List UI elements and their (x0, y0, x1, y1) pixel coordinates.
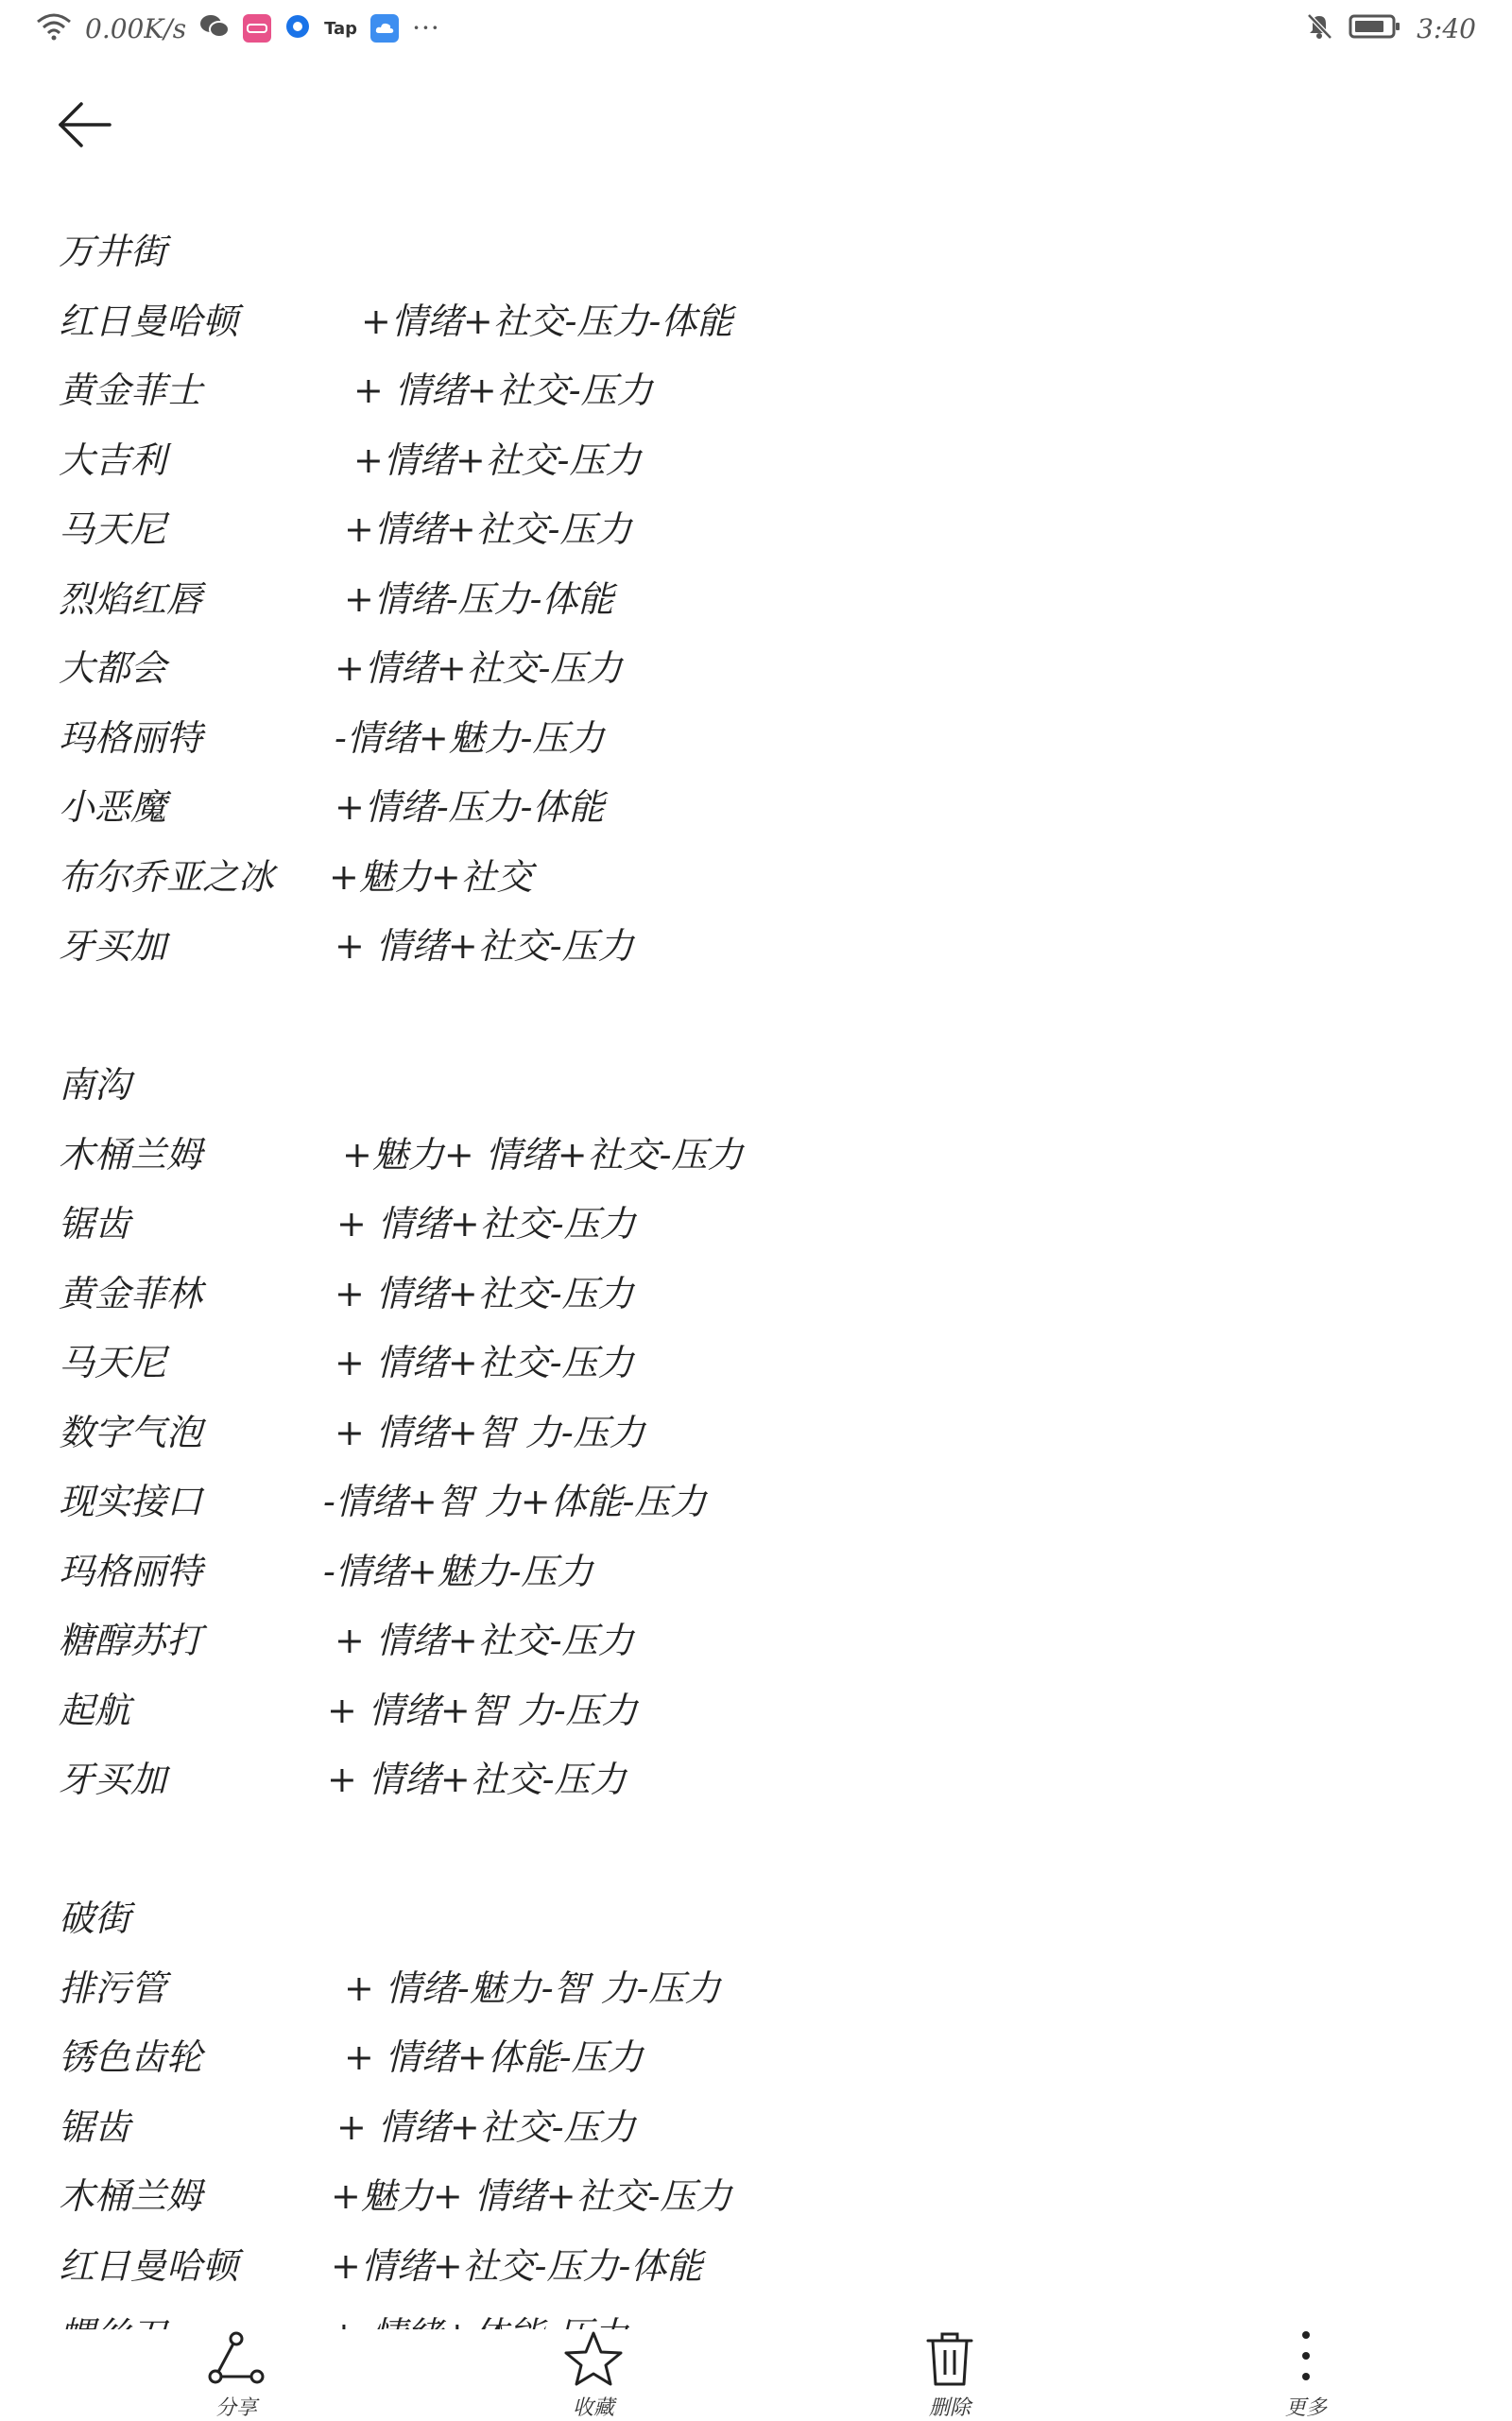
drink-entry (59, 1676, 1457, 1746)
battery-icon (1349, 13, 1401, 43)
status-bar (0, 0, 1512, 57)
drink-entry (59, 2162, 1457, 2232)
more-notifications: ··· (412, 12, 440, 43)
drink-name: 排污管 (59, 1966, 167, 2009)
drink-entry (59, 704, 1457, 774)
drink-effect: + 情绪+社交-压力 (335, 925, 634, 967)
drink-entry (59, 634, 1457, 704)
drink-entry (59, 1190, 1457, 1260)
drink-effect: -情绪+魅力-压力 (335, 716, 605, 759)
section-title: 南沟 (59, 1064, 131, 1106)
drink-entry (59, 2023, 1457, 2093)
drink-entry (59, 1121, 1457, 1191)
drink-effect: -情绪+智 力+体能-压力 (323, 1481, 707, 1522)
network-speed: 0.00K/s (85, 12, 187, 44)
drink-entry (59, 1745, 1457, 1815)
mute-icon (1305, 12, 1333, 44)
drink-effect: +情绪+社交-压力 (335, 647, 623, 689)
bottom-toolbar (0, 2329, 1512, 2419)
drink-name: 玛格丽特 (59, 716, 203, 759)
drink-effect: + 情绪-魅力-智 力-压力 (344, 1966, 721, 2009)
drink-name: 大都会 (59, 647, 167, 689)
drink-effect: + 情绪+社交-压力 (335, 1620, 634, 1661)
drink-effect: + 情绪+社交-压力 (336, 1203, 636, 1245)
wifi-icon (36, 12, 72, 44)
drink-entry (59, 1468, 1457, 1537)
drink-name: 黄金菲士 (59, 369, 203, 411)
drink-entry (59, 1399, 1457, 1468)
tap-icon: Tap (324, 18, 358, 39)
drink-name: 烈焰红唇 (59, 577, 203, 620)
drink-effect: +魅力+社交 (329, 855, 533, 898)
drink-effect: +情绪+社交-压力-体能 (331, 2244, 703, 2287)
drink-effect: + 情绪+社交-压力 (327, 1759, 627, 1800)
section-title: 万井街 (59, 231, 167, 272)
app-icon (243, 14, 271, 43)
more-vertical-icon (1273, 2329, 1339, 2388)
drink-name: 小恶魔 (59, 786, 167, 828)
share-label: 分享 (215, 2396, 257, 2420)
drink-name: 木桶兰姆 (59, 1133, 203, 1176)
back-button[interactable] (47, 87, 123, 163)
drink-name: 玛格丽特 (59, 1550, 203, 1592)
status-bar-left (36, 11, 440, 45)
share-button[interactable] (142, 2329, 331, 2419)
share-icon (203, 2329, 269, 2388)
drink-effect: + 情绪+社交-压力 (336, 2105, 636, 2148)
section-title: 破街 (59, 1897, 131, 1939)
note-content[interactable] (59, 217, 1457, 2325)
drink-entry (59, 1260, 1457, 1330)
drink-effect: + 情绪+社交-压力 (335, 1342, 634, 1383)
drink-effect: + 情绪+智 力-压力 (327, 1689, 638, 1731)
drink-effect: + 情绪+智 力-压力 (335, 1411, 645, 1453)
drink-entry (59, 565, 1457, 635)
favorite-button[interactable] (499, 2329, 688, 2419)
drink-name: 大吉利 (59, 438, 167, 481)
drink-name: 糖醇苏打 (59, 1620, 203, 1661)
delete-label: 删除 (928, 2396, 971, 2420)
drink-entry (59, 843, 1457, 913)
drink-name: 锯齿 (59, 2105, 131, 2148)
drink-entry (59, 2093, 1457, 2163)
drink-name: 锈色齿轮 (59, 2036, 203, 2078)
drink-name: 牙买加 (59, 925, 167, 967)
drink-name: 马天尼 (59, 508, 167, 550)
drink-entry (59, 1329, 1457, 1399)
app-icon (284, 13, 311, 43)
drink-name: 起航 (59, 1689, 131, 1731)
drink-effect: + 情绪+社交-压力 (353, 369, 653, 411)
drink-effect: +情绪-压力-体能 (344, 577, 614, 620)
drink-name: 布尔乔亚之冰 (59, 855, 275, 898)
drink-effect: +魅力+ 情绪+社交-压力 (331, 2175, 732, 2217)
drink-effect: +情绪-压力-体能 (335, 786, 605, 828)
clock: 3:40 (1417, 12, 1476, 44)
cloud-icon (370, 14, 399, 43)
drink-name: 现实接口 (59, 1481, 203, 1522)
drink-entry (59, 773, 1457, 843)
drink-entry (59, 2232, 1457, 2302)
wechat-icon (199, 13, 230, 43)
drink-effect: +情绪+社交-压力 (353, 438, 642, 481)
drink-entry (59, 912, 1457, 982)
drink-effect: + 情绪+社交-压力 (335, 1272, 634, 1314)
drink-effect: + 情绪+体能-压力 (344, 2036, 644, 2078)
drink-name: 木桶兰姆 (59, 2175, 203, 2217)
star-icon (560, 2329, 627, 2388)
drink-entry (59, 495, 1457, 565)
drink-entry (59, 426, 1457, 496)
favorite-label: 收藏 (572, 2396, 614, 2420)
drink-entry (59, 287, 1457, 357)
status-bar-right (1305, 11, 1476, 45)
back-arrow-icon (57, 101, 113, 148)
drink-entry (59, 1537, 1457, 1607)
trash-icon (917, 2329, 983, 2388)
drink-name: 黄金菲林 (59, 1272, 203, 1314)
drink-entry (59, 1606, 1457, 1676)
drink-name: 锯齿 (59, 1203, 131, 1245)
drink-name: 数字气泡 (59, 1411, 203, 1453)
drink-effect: +魅力+ 情绪+社交-压力 (342, 1133, 744, 1176)
drink-name: 牙买加 (59, 1759, 167, 1800)
more-button[interactable] (1211, 2329, 1400, 2419)
drink-name: 红日曼哈顿 (59, 300, 239, 342)
drink-name: 红日曼哈顿 (59, 2244, 239, 2287)
drink-entry (59, 356, 1457, 426)
more-label: 更多 (1284, 2396, 1327, 2420)
delete-button[interactable] (855, 2329, 1044, 2419)
drink-name: 马天尼 (59, 1342, 167, 1383)
drink-effect: +情绪+社交-压力-体能 (361, 300, 733, 342)
drink-entry (59, 1954, 1457, 2024)
drink-effect: -情绪+魅力-压力 (323, 1550, 593, 1592)
drink-effect: +情绪+社交-压力 (344, 508, 632, 550)
